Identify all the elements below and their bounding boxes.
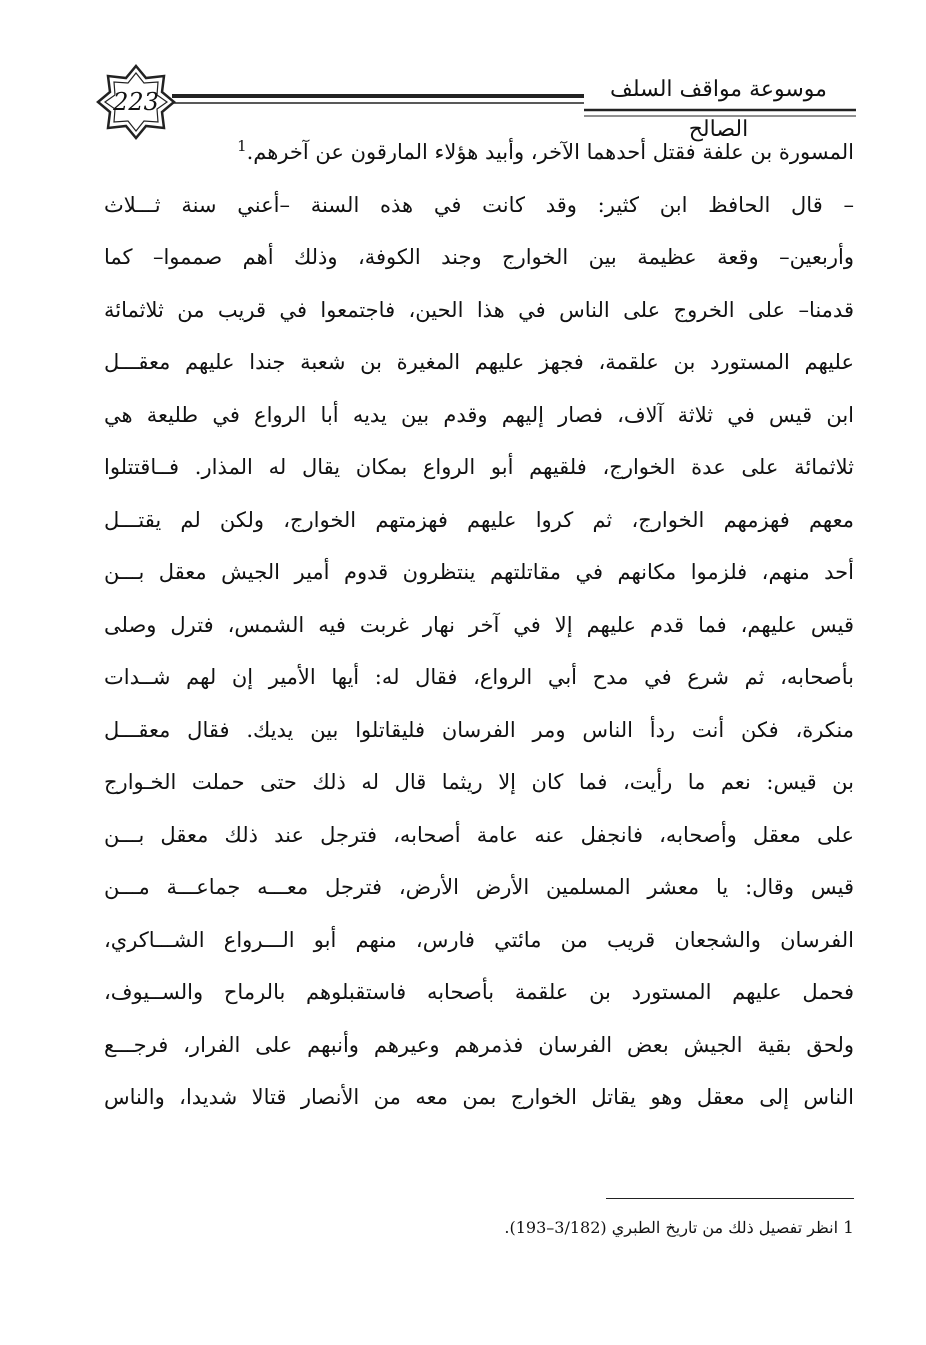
text-line: قيس وقال: يا معشر المسلمين الأرض الأرض، فترجل معـــه جماعـــة مـــن xyxy=(104,875,854,899)
text-line: منكرة، فكن أنت ردأ الناس ومر الفرسان فليقاتلوا بين يديك. فقال معقـــل xyxy=(104,717,854,742)
text-line: عليهم المستورد بن علقمة، فجهز عليهم المغيرة بن شعبة جندا عليهم معقـــل xyxy=(104,350,854,374)
page-number: 223 xyxy=(113,88,159,116)
text-line: وأربعين– وقعة عظيمة بين الخوارج وجند الكوفة، وذلك أهم صمموا– كما xyxy=(104,245,854,269)
text-line: فحمل عليهم المستورد بن علقمة بأصحابه فاستقبلوهم بالرماح والســيوف، xyxy=(104,980,854,1004)
footnote xyxy=(430,1210,854,1246)
text-line: ابن قيس في ثلاثة آلاف، فصار إليهم وقدم بين يديه أبا الرواع في طليعة هي xyxy=(104,402,854,427)
text-line: بن قيس: نعم ما رأيت، فما كان إلا ريثما قال له ذلك حتى حملت الخـوارج xyxy=(104,770,854,794)
text-line: بأصحابه، ثم شرع في مدح أبي الرواع، فقال له: أيها الأمير إن لهم شــدات xyxy=(104,665,854,689)
text-line: الناس إلى معقل وهو يقاتل الخوارج بمن معه من الأنصار قتالا شديدا، والناس xyxy=(104,1085,854,1109)
text-line: – قال الحافظ ابن كثير: وقد كانت في هذه السنة –أعني سنة ثـــلاث xyxy=(104,192,854,217)
footnote-text: انظر تفصيل ذلك من تاريخ الطبري (3/182–193). xyxy=(504,1218,839,1237)
text-line: الفرسان والشجعان قريب من مائتي فارس، منهم أبو الـــرواع الشـــاكري، xyxy=(104,927,854,952)
text-line: على معقل وأصحابه، فانجفل عنه عامة أصحابه، فترجل عند ذلك معقل بـــن xyxy=(104,822,854,847)
text-line: ولحق بقية الجيش بعض الفرسان فذمرهم وعيرهم وأنبهم على الفرار، فرجـــع xyxy=(104,1032,854,1057)
text-line: قدمنا– على الخروج على الناس في هذا الحين، فاجتمعوا في قريب من ثلاثمائة xyxy=(104,297,854,322)
text-line-content: المسورة بن علفة فقتل أحدهما الآخر، وأبيد هؤلاء المارقون عن آخرهم. xyxy=(246,140,854,164)
text-line: معهم فهزمهم الخوارج، ثم كروا عليهم فهزمتهم الخوارج، ولكن لم يقتـــل xyxy=(104,507,854,532)
book-title: موسوعة مواقف السلف الصالح xyxy=(610,77,827,142)
text-line: ثلاثمائة على عدة الخوارج، فلقيهم أبو الرواع بمكان يقال له المذار. فــاقتتلوا xyxy=(104,455,854,479)
footnote-divider xyxy=(606,1198,854,1199)
footnote-reference: 1 xyxy=(237,137,247,155)
text-line xyxy=(104,126,854,179)
footnote-number: 1 xyxy=(843,1218,854,1238)
main-text xyxy=(104,126,854,1124)
text-line: أحد منهم، فلزموا مكانهم في مقاتلتهم ينتظرون قدوم أمير الجيش معقل بـــن xyxy=(104,560,854,584)
text-line: قيس عليهم، فما قدم عليهم إلا في آخر نهار غربت فيه الشمس، فترل وصلى xyxy=(104,612,854,637)
